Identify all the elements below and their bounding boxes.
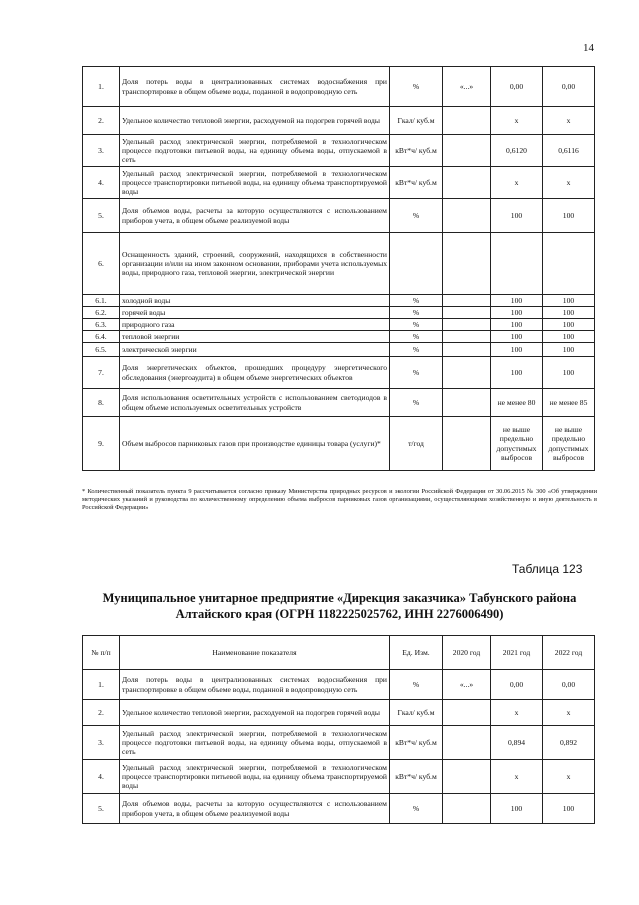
row-unit: % [390,389,443,417]
row-indicator-name: Доля использования осветительных устройств с использованием светодиодов в общем объеме используемых осветительных устройств [120,389,390,417]
row-value-2022: х [543,107,595,135]
row-value-2020 [443,295,491,307]
row-number: 6.2. [83,307,120,319]
row-indicator-name: Удельное количество тепловой энергии, расходуемой на подогрев горячей воды [120,700,390,726]
row-value-2021: 100 [491,343,543,357]
table-row [83,389,595,417]
row-indicator-name: горячей воды [120,307,390,319]
table2-body [83,670,595,824]
row-value-2020: «...» [443,67,491,107]
row-indicator-name: Объем выбросов парниковых газов при производстве единицы товара (услуги)* [120,417,390,471]
row-value-2021: 100 [491,331,543,343]
row-unit: % [390,331,443,343]
row-value-2021: 0,00 [491,67,543,107]
header-num: № п/п [83,636,120,670]
row-number: 7. [83,357,120,389]
row-value-2021: не выше предельно допустимых выбросов [491,417,543,471]
table-row [83,295,595,307]
row-unit: % [390,357,443,389]
row-value-2021: 0,6120 [491,135,543,167]
row-value-2022: 100 [543,343,595,357]
row-number: 6.5. [83,343,120,357]
row-value-2022: 100 [543,794,595,824]
page-number: 14 [583,42,594,54]
row-value-2020 [443,343,491,357]
table1-body [83,67,595,471]
row-value-2020 [443,135,491,167]
table-row [83,700,595,726]
row-value-2020 [443,794,491,824]
row-indicator-name: Удельный расход электрической энергии, потребляемой в технологическом процессе транспортировки питьевой воды, на единицу объема транспортируемой воды [120,167,390,199]
row-indicator-name: Доля потерь воды в централизованных системах водоснабжения при транспортировке в общем объеме воды, поданной в водопроводную сеть [120,670,390,700]
row-indicator-name: Удельный расход электрической энергии, потребляемой в технологическом процессе подготовки питьевой воды, на единицу объема воды, отпускаемой в сеть [120,726,390,760]
row-unit: кВт*ч/ куб.м [390,167,443,199]
organization-title [82,590,597,622]
row-value-2020 [443,417,491,471]
table-row [83,135,595,167]
row-value-2022: не менее 85 [543,389,595,417]
row-unit: % [390,794,443,824]
row-value-2022: 0,00 [543,670,595,700]
row-unit: % [390,67,443,107]
table-row [83,417,595,471]
row-number: 1. [83,670,120,700]
row-value-2021: х [491,107,543,135]
row-unit [390,233,443,295]
row-value-2022: 100 [543,319,595,331]
table-row [83,794,595,824]
row-indicator-name: тепловой энергии [120,331,390,343]
row-value-2020 [443,389,491,417]
row-unit: % [390,199,443,233]
row-number: 6.4. [83,331,120,343]
row-number: 6.3. [83,319,120,331]
row-unit: % [390,670,443,700]
row-value-2021: 100 [491,357,543,389]
table-row [83,331,595,343]
row-number: 2. [83,107,120,135]
row-number: 6. [83,233,120,295]
table-row [83,199,595,233]
table-row [83,67,595,107]
header-name: Наименование показателя [120,636,390,670]
row-indicator-name: природного газа [120,319,390,331]
row-value-2020 [443,760,491,794]
row-value-2021: 100 [491,794,543,824]
header-2021: 2021 год [491,636,543,670]
row-value-2022 [543,233,595,295]
row-value-2020 [443,233,491,295]
table-header-row [83,636,595,670]
table-row [83,760,595,794]
indicators-table-continued [82,66,595,471]
row-value-2021: не менее 80 [491,389,543,417]
row-value-2022: 100 [543,331,595,343]
row-value-2022: 100 [543,307,595,319]
row-number: 1. [83,67,120,107]
row-indicator-name: Удельный расход электрической энергии, потребляемой в технологическом процессе транспортировки питьевой воды, на единицу объема транспортируемой воды [120,760,390,794]
row-value-2022: 100 [543,357,595,389]
row-value-2021: 100 [491,199,543,233]
row-unit: т/год [390,417,443,471]
row-number: 2. [83,700,120,726]
row-value-2022: 100 [543,199,595,233]
org-title-line2: Алтайского края (ОГРН 1182225025762, ИНН 2276006490) [175,607,504,621]
row-indicator-name: холодной воды [120,295,390,307]
row-indicator-name: Удельное количество тепловой энергии, расходуемой на подогрев горячей воды [120,107,390,135]
row-value-2020 [443,107,491,135]
row-value-2022: х [543,760,595,794]
row-value-2022: х [543,700,595,726]
row-value-2021: 100 [491,295,543,307]
table-row [83,726,595,760]
row-unit: кВт*ч/ куб.м [390,135,443,167]
row-indicator-name: Доля объемов воды, расчеты за которую осуществляются с использованием приборов учета, в общем объеме реализуемой воды [120,199,390,233]
table-row [83,167,595,199]
row-value-2021: 100 [491,319,543,331]
footnote: * Количественный показатель пункта 9 рассчитывается согласно приказу Министерства природных ресурсов и экологии Российской Федерации от 30.06.2015 № 300 «Об утверждении методических указаний и руководства по количественному определению объема выбросов парниковых газов организациями, осуществляющими хозяйственную и иную деятельность в Российской Федерации» [82,488,597,511]
row-unit: % [390,319,443,331]
row-value-2022: 0,00 [543,67,595,107]
row-value-2021: х [491,760,543,794]
table-row [83,233,595,295]
row-value-2022: 0,892 [543,726,595,760]
table-row [83,670,595,700]
row-value-2020 [443,726,491,760]
table-row [83,107,595,135]
row-unit: % [390,343,443,357]
row-unit: % [390,307,443,319]
table-caption: Таблица 123 [512,562,583,576]
table-row [83,357,595,389]
row-number: 9. [83,417,120,471]
row-number: 3. [83,135,120,167]
row-value-2020: «...» [443,670,491,700]
row-number: 4. [83,760,120,794]
table-row [83,307,595,319]
row-value-2021 [491,233,543,295]
row-value-2022: не выше предельно допустимых выбросов [543,417,595,471]
row-indicator-name: Удельный расход электрической энергии, потребляемой в технологическом процессе подготовки питьевой воды, на единицу объема воды, отпускаемой в сеть [120,135,390,167]
table-row [83,343,595,357]
row-number: 5. [83,199,120,233]
row-unit: кВт*ч/ куб.м [390,726,443,760]
row-indicator-name: Доля объемов воды, расчеты за которую осуществляются с использованием приборов учета, в общем объеме реализуемой воды [120,794,390,824]
row-indicator-name: Оснащенность зданий, строений, сооружений, находящихся в собственности организации и/или на ином законном основании, приборами учета используемых воды, природного газа, тепловой энергии, электрической энергии [120,233,390,295]
row-value-2021: х [491,700,543,726]
row-value-2020 [443,700,491,726]
row-number: 6.1. [83,295,120,307]
row-value-2021: 0,894 [491,726,543,760]
row-value-2021: 0,00 [491,670,543,700]
row-value-2020 [443,331,491,343]
header-unit: Ед. Изм. [390,636,443,670]
row-number: 4. [83,167,120,199]
header-2022: 2022 год [543,636,595,670]
row-unit: Гкал/ куб.м [390,107,443,135]
org-title-line1: Муниципальное унитарное предприятие «Дирекция заказчика» Табунского района [102,591,577,605]
table-row [83,319,595,331]
row-value-2020 [443,319,491,331]
row-value-2022: 0,6116 [543,135,595,167]
row-value-2021: х [491,167,543,199]
row-number: 8. [83,389,120,417]
row-unit: % [390,295,443,307]
row-value-2020 [443,357,491,389]
row-value-2020 [443,167,491,199]
row-value-2022: х [543,167,595,199]
row-unit: кВт*ч/ куб.м [390,760,443,794]
indicators-table-123 [82,635,595,824]
header-2020: 2020 год [443,636,491,670]
row-value-2021: 100 [491,307,543,319]
row-unit: Гкал/ куб.м [390,700,443,726]
row-indicator-name: Доля энергетических объектов, прошедших процедуру энергетического обследования (энергоаудита) в общем объеме энергетических объектов [120,357,390,389]
row-value-2022: 100 [543,295,595,307]
row-number: 5. [83,794,120,824]
row-number: 3. [83,726,120,760]
row-indicator-name: электрической энергии [120,343,390,357]
row-indicator-name: Доля потерь воды в централизованных системах водоснабжения при транспортировке в общем объеме воды, поданной в водопроводную сеть [120,67,390,107]
row-value-2020 [443,307,491,319]
row-value-2020 [443,199,491,233]
